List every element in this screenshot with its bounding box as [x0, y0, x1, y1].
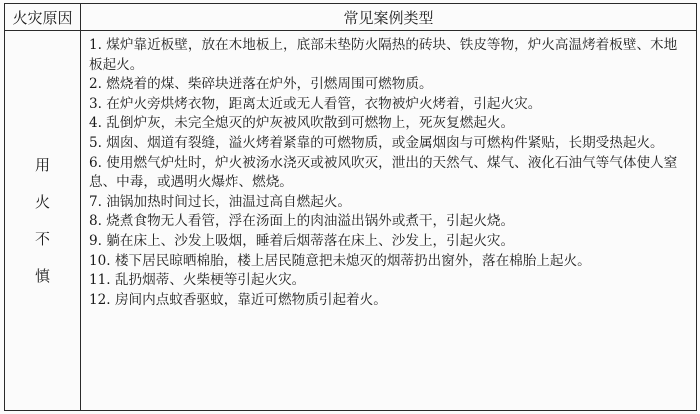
case-item: 2. 燃烧着的煤、柴碎块迸落在炉外，引燃周围可燃物质。 [89, 76, 433, 93]
table-row [5, 31, 697, 411]
cases-cell [81, 31, 697, 411]
case-item: 4. 乱倒炉灰，未完全熄灭的炉灰被风吹散到可燃物上，死灰复燃起火。 [89, 115, 515, 132]
case-item: 10. 楼下居民晾晒棉胎，楼上居民随意把未熄灭的烟蒂扔出窗外，落在棉胎上起火。 [89, 252, 591, 269]
fire-cause-table [4, 3, 697, 411]
case-item: 3. 在炉火旁烘烤衣物，距离太近或无人看管，衣物被炉火烤着，引起火灾。 [89, 95, 542, 112]
header-common-cases: 常见案例类型 [81, 4, 697, 31]
case-item: 11. 乱扔烟蒂、火柴梗等引起火灾。 [89, 272, 306, 289]
header-fire-cause: 火灾原因 [5, 4, 81, 31]
table-header-row [5, 4, 697, 31]
case-item: 8. 烧煮食物无人看管，浮在汤面上的肉油溢出锅外或煮干，引起火烧。 [89, 213, 515, 230]
case-item: 1. 煤炉靠近板壁，放在木地板上，底部未垫防火隔热的砖块、铁皮等物，炉火高温烤着板壁、木地板起火。 [89, 37, 678, 73]
case-item: 12. 房间内点蚊香驱蚊，靠近可燃物质引起着火。 [89, 291, 387, 308]
cause-char: 慎 [34, 266, 50, 285]
cause-cell [5, 31, 81, 411]
case-item: 6. 使用燃气炉灶时，炉火被汤水浇灭或被风吹灭，泄出的天然气、煤气、液化石油气等气体使人窒息、中毒，或遇明火爆炸、燃烧。 [89, 154, 678, 191]
cause-char: 不 [34, 229, 50, 248]
cause-char: 用 [34, 155, 50, 174]
case-item: 5. 烟囱、烟道有裂缝，溢火烤着紧靠的可燃物质，或金属烟囱与可燃构件紧贴，长期受热起火。 [89, 134, 664, 151]
case-item: 7. 油锅加热时间过长，油温过高自燃起火。 [89, 193, 351, 210]
cause-label [35, 136, 50, 306]
cause-char: 火 [34, 192, 50, 211]
case-item: 9. 躺在床上、沙发上吸烟，睡着后烟蒂落在床上、沙发上，引起火灾。 [89, 232, 515, 249]
